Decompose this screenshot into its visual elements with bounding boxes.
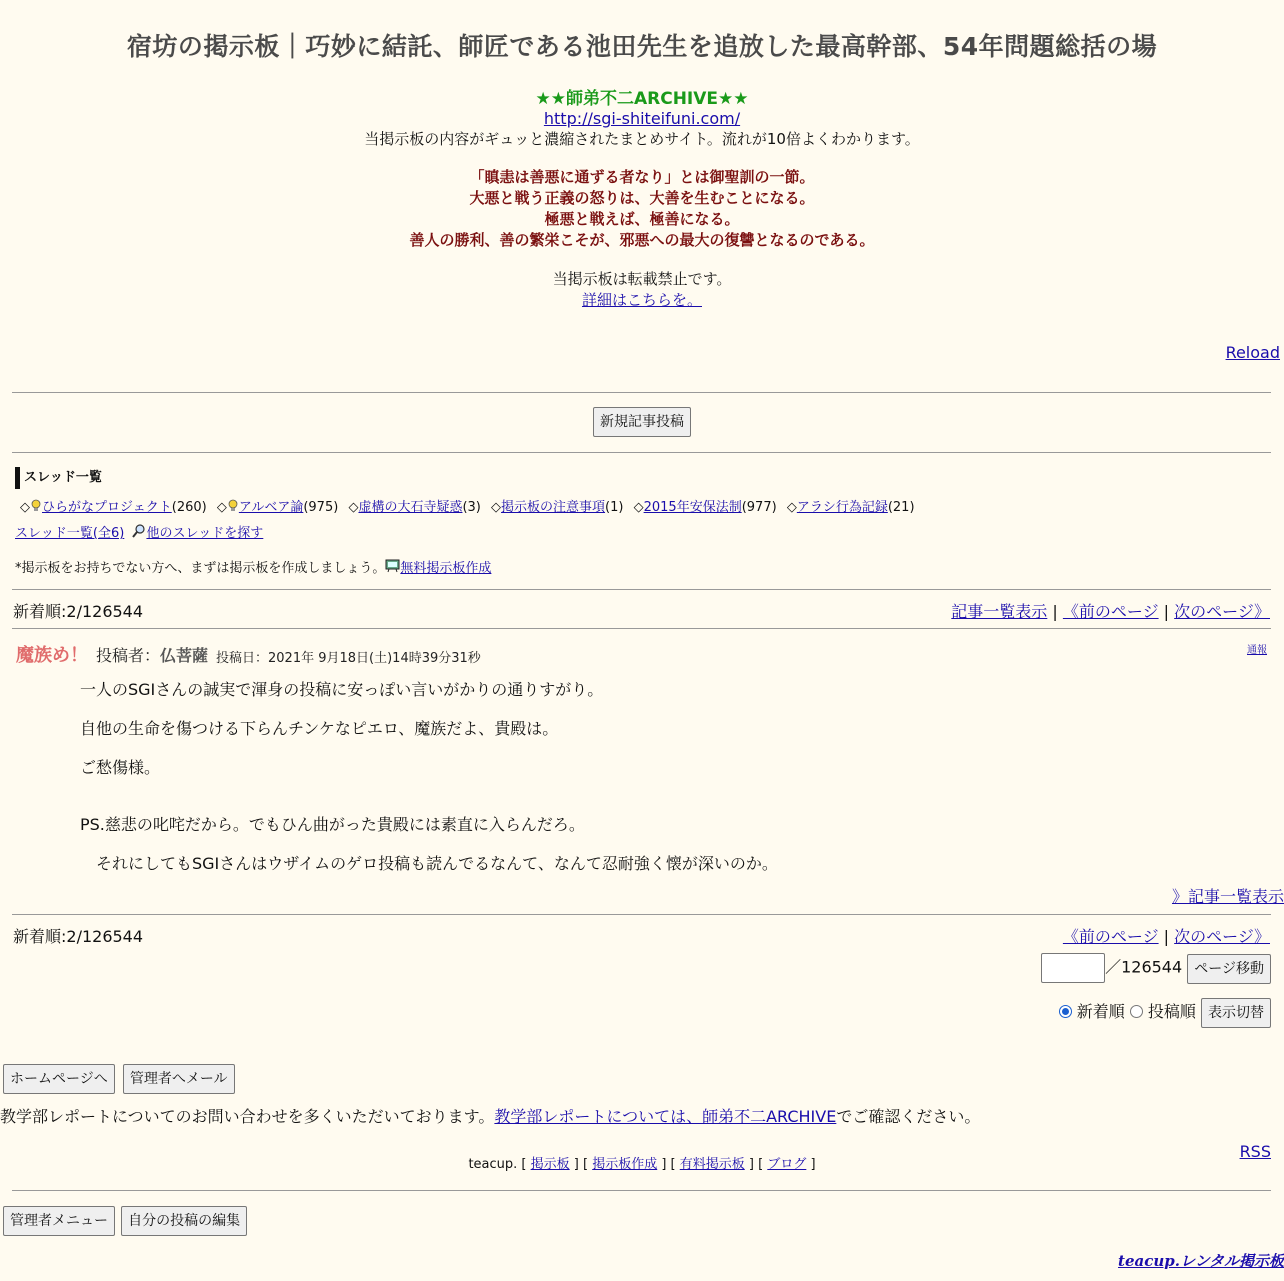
quote-block bbox=[0, 167, 1284, 251]
search-icon bbox=[132, 524, 146, 538]
quote-line: 極悪と戦えば、極善になる。 bbox=[544, 210, 740, 228]
divider bbox=[12, 589, 1271, 590]
thread-item: ◇2015年安保法制(977) bbox=[633, 500, 777, 515]
footer-link-blog[interactable]: ブログ bbox=[767, 1157, 807, 1172]
post-list-link[interactable]: 》記事一覧表示 bbox=[1171, 887, 1284, 906]
thread-item: ◇掲示板の注意事項(1) bbox=[491, 500, 624, 515]
divider bbox=[12, 392, 1271, 393]
thread-link-albea[interactable]: アルベア論 bbox=[238, 500, 304, 515]
notice-text: 当掲示板は転載禁止です。 bbox=[552, 270, 732, 288]
post-body-line: ご愁傷様。 bbox=[80, 758, 161, 777]
post-title: 魔族め！ bbox=[16, 645, 88, 666]
footer-link-create[interactable]: 掲示板作成 bbox=[592, 1157, 658, 1172]
new-post-button[interactable]: 新規記事投稿 bbox=[593, 407, 691, 437]
list-view-link[interactable]: 記事一覧表示 bbox=[951, 602, 1048, 621]
quote-line: 「瞋恚は善悪に通ずる者なり」とは御聖訓の一節。 bbox=[469, 168, 815, 186]
all-threads-link[interactable]: スレッド一覧(全6) bbox=[15, 526, 125, 541]
switch-view-button[interactable]: 表示切替 bbox=[1201, 998, 1271, 1028]
divider bbox=[12, 914, 1271, 915]
info-line: 教学部レポートについてのお問い合わせを多くいただいております。教学部レポートについては、師弟不二ARCHIVEでご確認ください。 bbox=[0, 1107, 981, 1126]
post-body-line: 一人のSGIさんの誠実で渾身の投稿に安っぽい言いがかりの通りすがり。 bbox=[80, 680, 604, 699]
page-move-button[interactable]: ページ移動 bbox=[1187, 954, 1271, 984]
post-author: 投稿者：仏菩薩 bbox=[96, 646, 209, 665]
order-label: 新着順:2/126544 bbox=[13, 602, 144, 621]
quote-line: 大悪と戦う正義の怒りは、大善を生むことになる。 bbox=[469, 189, 815, 207]
thread-list bbox=[20, 496, 921, 515]
archive-heading: ★★師弟不二ARCHIVE★★ bbox=[535, 89, 749, 109]
thread-link-anpo[interactable]: 2015年安保法制 bbox=[643, 500, 742, 515]
post-body-line: PS.慈悲の叱咤だから。でもひん曲がった貴殿には素直に入らんだろ。 bbox=[80, 815, 585, 834]
homepage-button[interactable]: ホームページへ bbox=[3, 1064, 115, 1094]
archive-url-link[interactable]: http://sgi-shiteifuni.com/ bbox=[543, 109, 741, 128]
notice-block bbox=[0, 269, 1284, 311]
footer-link-board[interactable]: 掲示板 bbox=[530, 1157, 570, 1172]
order-switch: 新着順 投稿順 表示切替 bbox=[1059, 998, 1271, 1028]
page-title: 宿坊の掲示板｜巧妙に結託、師匠である池田先生を追放した最高幹部、54年問題総括の場 bbox=[126, 32, 1158, 61]
free-board-link[interactable]: 無料掲示板作成 bbox=[400, 561, 492, 576]
thread-link-hiragana[interactable]: ひらがなプロジェクト bbox=[42, 500, 172, 515]
bottom-pager: 《前のページ | 次のページ》 bbox=[1062, 927, 1270, 946]
prev-page-link[interactable]: 《前のページ bbox=[1062, 927, 1159, 946]
notice-details-link[interactable]: 詳細はこちらを。 bbox=[581, 291, 702, 309]
mail-admin-button[interactable]: 管理者へメール bbox=[123, 1064, 235, 1094]
divider bbox=[12, 628, 1271, 629]
find-threads-link[interactable]: 他のスレッドを探す bbox=[146, 526, 264, 541]
thread-link-taisekiji[interactable]: 虚構の大石寺疑惑 bbox=[358, 500, 463, 515]
post-body-line: 自他の生命を傷つける下らんチンケなピエロ、魔族だよ、貴殿は。 bbox=[80, 719, 559, 738]
promo-text: *掲示板をお持ちでない方へ、まずは掲示板を作成しましょう。 bbox=[15, 561, 386, 576]
post-body-line: それにしてもSGIさんはウザイムのゲロ投稿も読んでるなんて、なんて忍耐強く懐が深いのか。 bbox=[96, 854, 778, 873]
archive-block bbox=[0, 89, 1284, 149]
page-total: ／126544 bbox=[1105, 957, 1183, 977]
thread-link-rules[interactable]: 掲示板の注意事項 bbox=[501, 500, 606, 515]
divider bbox=[12, 452, 1271, 453]
prev-page-link[interactable]: 《前のページ bbox=[1062, 602, 1159, 621]
archive-summary: 当掲示板の内容がギュッと濃縮されたまとめサイト。流れが10倍よくわかります。 bbox=[364, 130, 920, 148]
thread-link-arashi[interactable]: アラシ行為記録 bbox=[796, 500, 888, 515]
thread-item: ◇ アルベア論(975) bbox=[216, 500, 339, 515]
report-link[interactable]: 通報 bbox=[1247, 645, 1267, 656]
thread-list-heading: スレッド一覧 bbox=[15, 467, 102, 489]
radio-posted[interactable] bbox=[1130, 1005, 1143, 1018]
page-jump bbox=[1041, 953, 1271, 984]
reload-link[interactable]: Reload bbox=[1225, 343, 1280, 362]
edit-own-post-button[interactable]: 自分の投稿の編集 bbox=[121, 1206, 247, 1236]
quote-line: 善人の勝利、善の繁栄こそが、邪悪への最大の復讐となるのである。 bbox=[409, 231, 875, 249]
admin-menu-button[interactable]: 管理者メニュー bbox=[3, 1206, 115, 1236]
thread-item: ◇ ひらがなプロジェクト(260) bbox=[20, 500, 207, 515]
thread-item: ◇虚構の大石寺疑惑(3) bbox=[348, 500, 481, 515]
board-icon bbox=[385, 559, 400, 573]
post-date: 投稿日：2021年 9月18日(土)14時39分31秒 bbox=[216, 651, 481, 666]
next-page-link[interactable]: 次のページ》 bbox=[1174, 602, 1270, 621]
top-pager: 記事一覧表示 | 《前のページ | 次のページ》 bbox=[951, 602, 1270, 621]
author-name: 仏菩薩 bbox=[160, 646, 209, 665]
radio-newest[interactable] bbox=[1059, 1005, 1072, 1018]
page-number-input[interactable] bbox=[1041, 953, 1105, 983]
thread-item: ◇アラシ行為記録(21) bbox=[786, 500, 915, 515]
footer-links: teacup. [ 掲示板 ] [ 掲示板作成 ] [ 有料掲示板 ] [ ブログ ] bbox=[468, 1157, 816, 1172]
teacup-brand-link[interactable]: teacup.レンタル掲示板 bbox=[1118, 1252, 1284, 1270]
next-page-link[interactable]: 次のページ》 bbox=[1174, 927, 1270, 946]
order-label: 新着順:2/126544 bbox=[13, 927, 144, 946]
rss-link[interactable]: RSS bbox=[1239, 1142, 1271, 1161]
bulb-icon bbox=[227, 499, 239, 513]
divider bbox=[12, 1190, 1271, 1191]
archive-report-link[interactable]: 教学部レポートについては、師弟不二ARCHIVE bbox=[494, 1107, 837, 1126]
footer-link-paid[interactable]: 有料掲示板 bbox=[679, 1157, 745, 1172]
bulb-icon bbox=[30, 499, 42, 513]
